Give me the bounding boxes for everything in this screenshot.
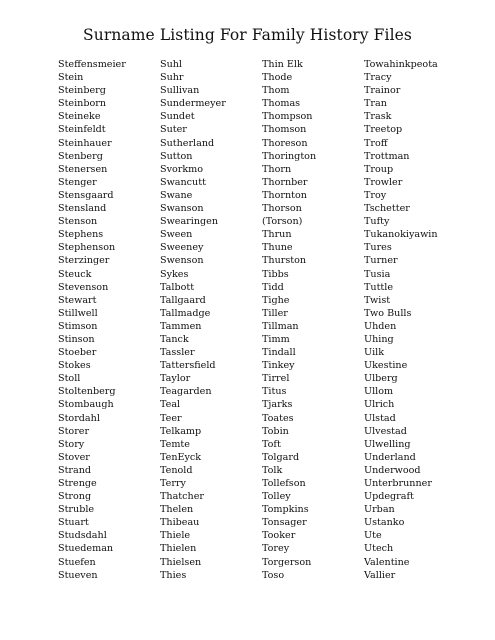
surname-entry: Swenson xyxy=(160,255,204,267)
surname-entry: Stein xyxy=(58,72,84,84)
surname-entry: Tusia xyxy=(364,268,391,280)
surname-entry: Tobin xyxy=(262,425,289,437)
surname-entry: Thurston xyxy=(262,255,307,267)
surname-entry: Tolk xyxy=(262,464,283,476)
surname-entry: Thies xyxy=(160,569,187,581)
surname-entry: Stover xyxy=(58,451,90,463)
surname-entry: Uilk xyxy=(364,347,385,359)
surname-entry: Tindall xyxy=(262,347,296,359)
page-title: Surname Listing For Family History Files xyxy=(83,26,412,44)
surname-column-1 xyxy=(58,58,126,582)
surname-entry: Sutherland xyxy=(160,137,215,149)
surname-entry: Urban xyxy=(364,504,395,516)
surname-entry: Sterzinger xyxy=(58,255,110,267)
surname-entry: Stimson xyxy=(58,320,98,332)
surname-entry: Thielen xyxy=(160,543,197,555)
surname-entry: Thin Elk xyxy=(262,59,303,70)
surname-entry: Steineke xyxy=(58,111,101,123)
surname-entry: Vallier xyxy=(364,569,396,581)
surname-entry: Stephenson xyxy=(58,242,116,254)
surname-entry: Ulvestad xyxy=(364,425,407,437)
surname-entry: Tirrel xyxy=(262,373,290,385)
surname-entry: Tammen xyxy=(160,320,202,332)
surname-entry: Thomas xyxy=(262,98,301,110)
surname-entry: Storer xyxy=(58,425,90,437)
surname-entry: Suhl xyxy=(160,59,182,70)
surname-entry: Stillwell xyxy=(58,307,98,319)
surname-entry: Towahinkpeota xyxy=(364,59,438,70)
surname-entry: Stokes xyxy=(58,360,91,372)
surname-entry: Troff xyxy=(364,137,388,149)
surname-entry: Thelen xyxy=(160,504,194,516)
surname-entry: Stoltenberg xyxy=(58,386,116,398)
surname-entry: Turner xyxy=(364,255,398,267)
surname-entry: Tibbs xyxy=(262,268,289,280)
surname-entry: Thielsen xyxy=(160,556,202,568)
surname-entry: Swearingen xyxy=(160,216,219,228)
surname-entry: Stensland xyxy=(58,203,107,215)
surname-entry: Tenold xyxy=(160,464,193,476)
surname-entry: Swane xyxy=(160,189,193,201)
surname-entry: Unterbrunner xyxy=(364,478,432,489)
surname-entry: Swancutt xyxy=(160,176,206,188)
surname-entry: Tukanokiyawin xyxy=(364,229,438,241)
surname-entry: Steinhauer xyxy=(58,137,112,149)
surname-entry: Treetop xyxy=(364,124,403,136)
surname-entry: Thune xyxy=(262,242,293,254)
surname-entry: Ulrich xyxy=(364,399,395,411)
surname-entry: Ukestine xyxy=(364,360,408,372)
surname-entry: Tolley xyxy=(262,491,291,503)
surname-entry: Trowler xyxy=(364,176,403,188)
surname-entry: Timm xyxy=(262,333,290,345)
surname-entry: Tillman xyxy=(262,320,299,332)
surname-column-2 xyxy=(160,58,226,582)
surname-entry: Thoreson xyxy=(262,137,308,149)
surname-entry: Stensgaard xyxy=(58,189,114,201)
surname-entry: Suter xyxy=(160,124,187,136)
surname-entry: Stenson xyxy=(58,216,98,228)
surname-entry: Tolgard xyxy=(262,451,300,463)
surname-entry: Tufty xyxy=(364,216,390,228)
surname-entry: Sykes xyxy=(160,268,189,280)
surname-entry: Stephens xyxy=(58,229,104,241)
surname-entry: Talbott xyxy=(160,281,195,293)
surname-entry: Ute xyxy=(364,530,382,542)
surname-entry: Thornber xyxy=(262,176,308,188)
surname-entry: Thom xyxy=(262,85,290,97)
surname-entry: Telkamp xyxy=(160,425,202,437)
surname-entry: Troup xyxy=(364,163,394,175)
surname-entry: Sundet xyxy=(160,111,195,123)
surname-entry: Teagarden xyxy=(160,386,212,398)
surname-columns xyxy=(0,58,495,618)
surname-entry: Tjarks xyxy=(262,399,293,411)
surname-entry: Uhing xyxy=(364,333,394,345)
surname-entry: Sween xyxy=(160,229,193,241)
surname-column-3 xyxy=(262,58,316,582)
surname-entry: Tollefson xyxy=(262,478,306,489)
surname-entry: Tanck xyxy=(160,333,189,345)
surname-entry: Tran xyxy=(364,98,387,110)
surname-entry: Titus xyxy=(262,386,287,398)
surname-entry: Stevenson xyxy=(58,281,109,293)
surname-entry: Trainor xyxy=(364,85,401,97)
surname-entry: Tassler xyxy=(160,347,195,359)
surname-entry: Stenersen xyxy=(58,163,108,175)
surname-entry: Tracy xyxy=(364,72,392,84)
surname-entry: Stueven xyxy=(58,569,98,581)
surname-entry: Stenberg xyxy=(58,150,103,162)
surname-entry: Tonsager xyxy=(262,517,307,529)
surname-entry: Thomson xyxy=(262,124,307,136)
surname-entry: Swanson xyxy=(160,203,204,215)
surname-entry: Ulberg xyxy=(364,373,398,385)
surname-entry: Thibeau xyxy=(160,517,200,529)
surname-entry: Stewart xyxy=(58,294,97,306)
surname-entry: Steinfeldt xyxy=(58,124,106,136)
surname-entry: Suhr xyxy=(160,72,184,84)
surname-entry: Underwood xyxy=(364,464,421,476)
surname-entry: Toso xyxy=(262,569,285,581)
surname-entry: Thrun xyxy=(262,229,292,241)
surname-entry: Tallmadge xyxy=(160,307,211,319)
surname-entry: Steinborn xyxy=(58,98,107,110)
surname-entry: Ustanko xyxy=(364,517,405,529)
surname-entry: Struble xyxy=(58,504,95,516)
surname-entry: Thorington xyxy=(262,150,317,162)
surname-entry: Tallgaard xyxy=(160,294,206,306)
surname-entry: Utech xyxy=(364,543,394,555)
surname-entry: Stenger xyxy=(58,176,97,188)
surname-entry: Tuttle xyxy=(364,281,394,293)
surname-entry: Thornton xyxy=(262,189,307,201)
surname-entry: Steffensmeier xyxy=(58,59,126,70)
surname-entry: Sutton xyxy=(160,150,193,162)
surname-entry: Thode xyxy=(262,72,293,84)
surname-entry: Stoeber xyxy=(58,347,97,359)
surname-entry: Trottman xyxy=(364,150,410,162)
surname-entry: Steinberg xyxy=(58,85,106,97)
surname-entry: Tattersfield xyxy=(160,360,216,372)
surname-entry: Tighe xyxy=(262,294,290,306)
surname-entry: Underland xyxy=(364,451,416,463)
surname-entry: Uhden xyxy=(364,320,397,332)
surname-entry: Two Bulls xyxy=(364,307,412,319)
surname-entry: Taylor xyxy=(160,373,191,385)
surname-entry: Thompson xyxy=(262,111,313,123)
surname-entry: Tschetter xyxy=(364,203,410,215)
surname-entry: Updegraft xyxy=(364,491,414,503)
surname-entry: Toft xyxy=(262,438,281,450)
surname-entry: Thatcher xyxy=(160,491,204,503)
surname-entry: Stoll xyxy=(58,373,81,385)
surname-entry: Tures xyxy=(364,242,392,254)
surname-entry: Stombaugh xyxy=(58,399,114,411)
surname-entry: Strand xyxy=(58,464,92,476)
surname-entry: Teer xyxy=(160,412,182,424)
surname-entry: Ulstad xyxy=(364,412,396,424)
surname-entry: Tinkey xyxy=(262,360,295,372)
surname-entry: Terry xyxy=(160,478,186,489)
surname-entry: Stuedeman xyxy=(58,543,114,555)
surname-entry: Thorn xyxy=(262,163,292,175)
surname-entry: Steuck xyxy=(58,268,92,280)
surname-entry: Strong xyxy=(58,491,92,503)
surname-entry: Sundermeyer xyxy=(160,98,226,110)
surname-entry: TenEyck xyxy=(160,451,202,463)
surname-entry: Tooker xyxy=(262,530,296,542)
surname-entry: Sullivan xyxy=(160,85,200,97)
surname-column-4 xyxy=(364,58,438,582)
surname-entry: Stinson xyxy=(58,333,95,345)
surname-entry: Stordahl xyxy=(58,412,100,424)
surname-entry: Thiele xyxy=(160,530,191,542)
surname-entry: Valentine xyxy=(364,556,410,568)
surname-entry: Strenge xyxy=(58,478,97,489)
surname-entry: Story xyxy=(58,438,85,450)
surname-entry: Torgerson xyxy=(262,556,312,568)
surname-entry: Thorson xyxy=(262,203,302,215)
surname-entry: (Torson) xyxy=(262,216,303,228)
surname-entry: Trask xyxy=(364,111,392,123)
surname-entry: Ulwelling xyxy=(364,438,411,450)
surname-entry: Ullom xyxy=(364,386,394,398)
surname-entry: Studsdahl xyxy=(58,530,107,542)
surname-entry: Tompkins xyxy=(262,504,309,516)
surname-entry: Tiller xyxy=(262,307,288,319)
surname-entry: Twist xyxy=(364,294,391,306)
surname-entry: Sweeney xyxy=(160,242,204,254)
surname-entry: Temte xyxy=(160,438,190,450)
surname-entry: Toates xyxy=(262,412,294,424)
surname-entry: Troy xyxy=(364,189,387,201)
surname-entry: Stuart xyxy=(58,517,89,529)
surname-entry: Svorkmo xyxy=(160,163,204,175)
surname-entry: Stuefen xyxy=(58,556,96,568)
surname-entry: Teal xyxy=(160,399,181,411)
surname-entry: Torey xyxy=(262,543,290,555)
surname-entry: Tidd xyxy=(262,281,284,293)
